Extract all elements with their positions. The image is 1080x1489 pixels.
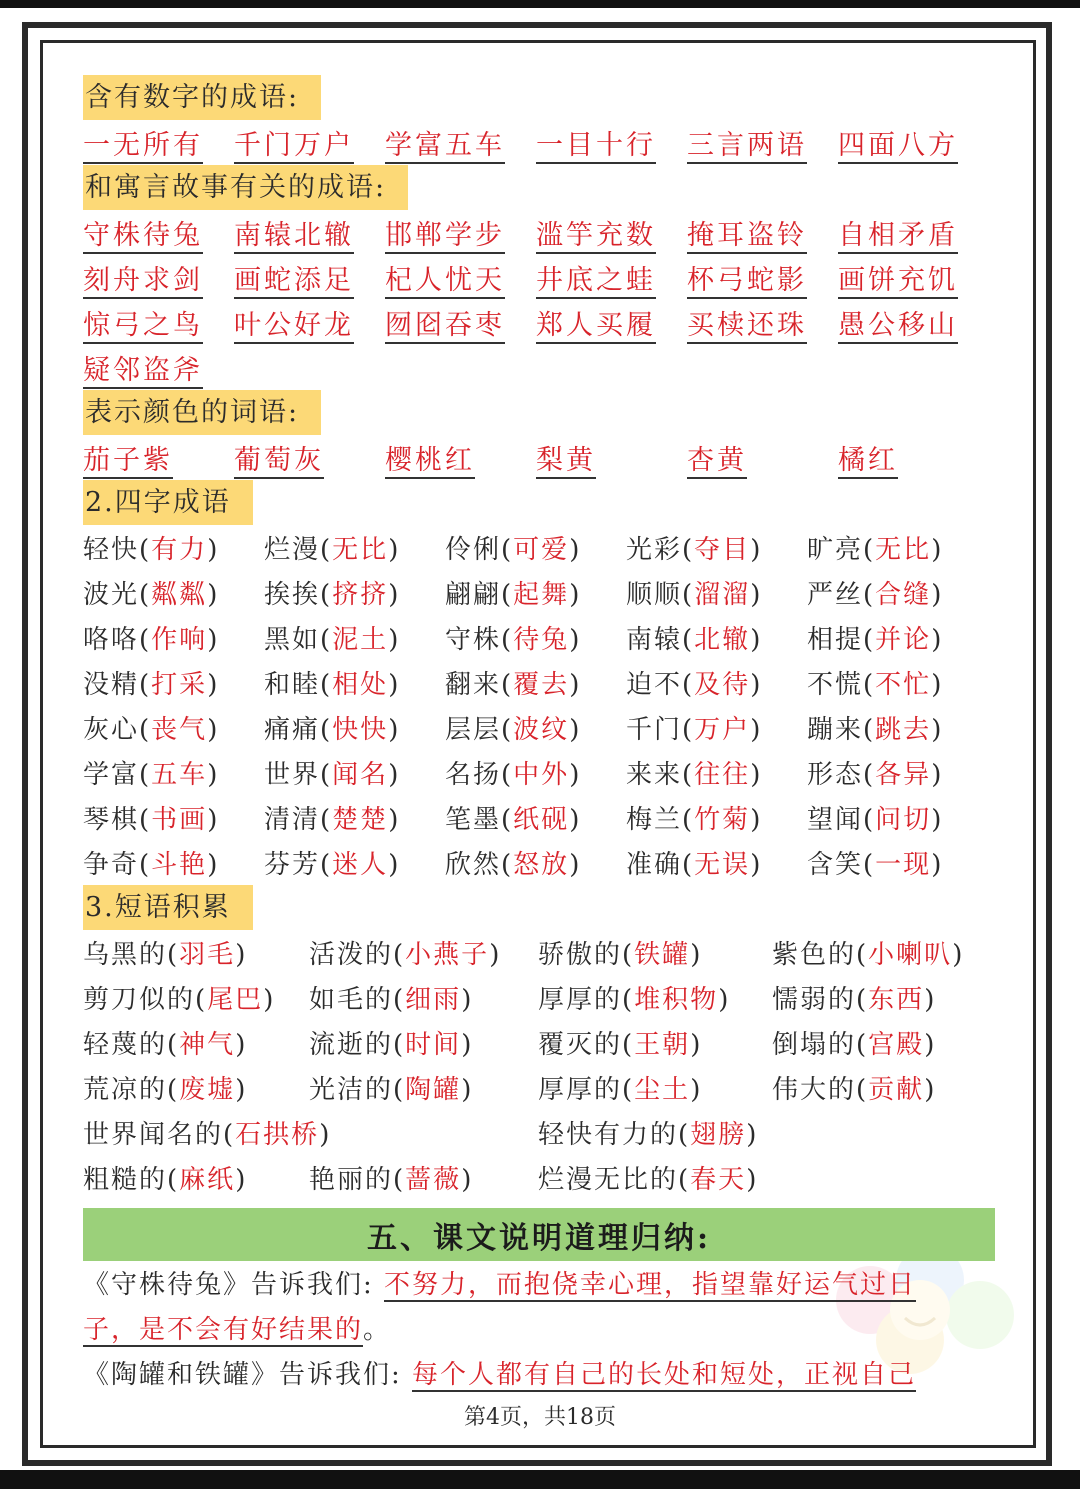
phrase-answer: 东西 — [868, 985, 925, 1015]
idiom-answer: 无误 — [694, 850, 751, 880]
fill-in-idiom: 名扬(中外) — [445, 760, 582, 790]
color-word: 葡萄灰 — [234, 445, 324, 479]
idiom: 郑人买履 — [536, 310, 656, 344]
fill-in-idiom: 没精(打采) — [83, 670, 220, 700]
fill-in-idiom: 咯咯(作响) — [83, 625, 220, 655]
idiom: 井底之蛙 — [536, 265, 656, 299]
idiom-answer: 怒放 — [513, 850, 570, 880]
fill-in-idiom: 梅兰(竹菊) — [626, 805, 763, 835]
idiom-answer: 挤挤 — [332, 580, 389, 610]
color-word: 茄子紫 — [83, 445, 173, 479]
phrase-answer: 宫殿 — [868, 1030, 925, 1060]
idiom-row — [83, 615, 995, 660]
fill-in-idiom: 迫不(及待) — [626, 670, 763, 700]
idiom-prefix: 迫不 — [626, 670, 683, 700]
phrase: 流逝的(时间) — [309, 1030, 474, 1060]
phrase: 艳丽的(蔷薇) — [309, 1165, 474, 1195]
phrase: 伟大的(贡献) — [772, 1075, 937, 1105]
idiom-row — [83, 795, 995, 840]
idiom-row — [83, 750, 995, 795]
idiom: 叶公好龙 — [234, 310, 354, 344]
idiom: 邯郸学步 — [385, 220, 505, 254]
fill-in-idiom: 翩翩(起舞) — [445, 580, 582, 610]
idiom: 学富五车 — [385, 130, 505, 164]
idiom-prefix: 和睦 — [264, 670, 321, 700]
phrase: 紫色的(小喇叭) — [772, 940, 965, 970]
idiom: 一无所有 — [83, 130, 203, 164]
idiom-prefix: 守株 — [445, 625, 502, 655]
fill-in-idiom: 翻来(覆去) — [445, 670, 582, 700]
idiom-prefix: 伶俐 — [445, 535, 502, 565]
idiom-prefix: 痛痛 — [264, 715, 321, 745]
fill-in-idiom: 不慌(不忙) — [807, 670, 944, 700]
fill-in-idiom: 黑如(泥土) — [264, 625, 401, 655]
phrase: 懦弱的(东西) — [772, 985, 937, 1015]
phrase-prefix: 厚厚的 — [538, 985, 623, 1015]
idiom-row — [83, 840, 995, 885]
phrase-answer: 蔷薇 — [405, 1165, 462, 1195]
fill-in-idiom: 灰心(丧气) — [83, 715, 220, 745]
idiom-prefix: 千门 — [626, 715, 683, 745]
idiom-answer: 北辙 — [694, 625, 751, 655]
phrase-prefix: 艳丽的 — [309, 1165, 394, 1195]
idiom-row — [83, 525, 995, 570]
idiom-row — [83, 345, 995, 390]
idiom: 千门万户 — [234, 130, 354, 164]
idiom-prefix: 准确 — [626, 850, 683, 880]
phrase-prefix: 如毛的 — [309, 985, 394, 1015]
fill-in-idiom: 来来(往往) — [626, 760, 763, 790]
idiom-row — [83, 300, 995, 345]
phrase-row — [83, 1110, 995, 1155]
color-word: 橘红 — [838, 445, 898, 479]
idiom-answer: 相处 — [332, 670, 389, 700]
phrase-row — [83, 1155, 995, 1200]
phrase-answer: 时间 — [405, 1030, 462, 1060]
idiom-row — [83, 255, 995, 300]
phrase-answer: 贡献 — [868, 1075, 925, 1105]
color-word: 杏黄 — [687, 445, 747, 479]
phrase-answer: 小喇叭 — [868, 940, 953, 970]
idiom: 画饼充饥 — [838, 265, 958, 299]
section-heading: 含有数字的成语: — [83, 75, 321, 120]
idiom-prefix: 烂漫 — [264, 535, 321, 565]
idiom-row — [83, 705, 995, 750]
phrase-answer: 铁罐 — [634, 940, 691, 970]
fill-in-idiom: 波光(粼粼) — [83, 580, 220, 610]
idiom-answer: 夺目 — [694, 535, 751, 565]
phrase: 活泼的(小燕子) — [309, 940, 502, 970]
fill-in-idiom: 含笑(一现) — [807, 850, 944, 880]
fill-in-idiom: 层层(波纹) — [445, 715, 582, 745]
phrase-answer: 陶罐 — [405, 1075, 462, 1105]
phrase-prefix: 厚厚的 — [538, 1075, 623, 1105]
section-four-char-idioms — [83, 480, 995, 885]
phrase-answer: 春天 — [690, 1165, 747, 1195]
phrase-prefix: 流逝的 — [309, 1030, 394, 1060]
idiom-prefix: 梅兰 — [626, 805, 683, 835]
idiom-answer: 打采 — [151, 670, 208, 700]
idiom-answer: 迷人 — [332, 850, 389, 880]
phrase-answer: 王朝 — [634, 1030, 691, 1060]
idiom: 杯弓蛇影 — [687, 265, 807, 299]
fill-in-idiom: 学富(五车) — [83, 760, 220, 790]
fill-in-idiom: 世界(闻名) — [264, 760, 401, 790]
idiom-prefix: 不慌 — [807, 670, 864, 700]
fill-in-idiom: 痛痛(快快) — [264, 715, 401, 745]
idiom-prefix: 没精 — [83, 670, 140, 700]
idiom-answer: 纸砚 — [513, 805, 570, 835]
phrase: 剪刀似的(尾巴) — [83, 985, 276, 1015]
fill-in-idiom: 笔墨(纸砚) — [445, 805, 582, 835]
idiom-prefix: 世界 — [264, 760, 321, 790]
fill-in-idiom: 准确(无误) — [626, 850, 763, 880]
idiom-prefix: 笔墨 — [445, 805, 502, 835]
phrase: 倒塌的(宫殿) — [772, 1030, 937, 1060]
fill-in-idiom: 千门(万户) — [626, 715, 763, 745]
phrase: 轻蔑的(神气) — [83, 1030, 248, 1060]
phrase-prefix: 光洁的 — [309, 1075, 394, 1105]
idiom-answer: 有力 — [151, 535, 208, 565]
fill-in-idiom: 争奇(斗艳) — [83, 850, 220, 880]
idiom-answer: 无比 — [875, 535, 932, 565]
idiom-answer: 起舞 — [513, 580, 570, 610]
page-number: 第4页，共18页 — [464, 1405, 616, 1430]
phrase: 厚厚的(堆积物) — [538, 985, 731, 1015]
idiom-prefix: 相提 — [807, 625, 864, 655]
phrase-answer: 麻纸 — [179, 1165, 236, 1195]
lesson-text: 不努力，而抱侥幸心理，指望靠好运气过日 — [384, 1270, 917, 1300]
phrase: 骄傲的(铁罐) — [538, 940, 703, 970]
phrase-answer: 羽毛 — [179, 940, 236, 970]
idiom-answer: 作响 — [151, 625, 208, 655]
phrase-answer: 神气 — [179, 1030, 236, 1060]
section-phrases — [83, 885, 995, 1200]
section-heading: 2.四字成语 — [83, 480, 253, 525]
idiom-prefix: 严丝 — [807, 580, 864, 610]
fill-in-idiom: 烂漫(无比) — [264, 535, 401, 565]
idiom-prefix: 轻快 — [83, 535, 140, 565]
fill-in-idiom: 清清(楚楚) — [264, 805, 401, 835]
idiom-answer: 泥土 — [332, 625, 389, 655]
idiom-row — [83, 120, 995, 165]
idiom-answer: 及待 — [694, 670, 751, 700]
idiom-prefix: 欣然 — [445, 850, 502, 880]
phrase-prefix: 懦弱的 — [772, 985, 857, 1015]
lesson-text: 子，是不会有好结果的 — [83, 1315, 364, 1345]
idiom-prefix: 顺顺 — [626, 580, 683, 610]
idiom-prefix: 学富 — [83, 760, 140, 790]
phrase-prefix: 覆灭的 — [538, 1030, 623, 1060]
idiom: 惊弓之鸟 — [83, 310, 203, 344]
phrase-row — [83, 1065, 995, 1110]
idiom-answer: 并论 — [875, 625, 932, 655]
idiom: 掩耳盗铃 — [687, 220, 807, 254]
section-number-idioms — [83, 75, 995, 165]
bottom-edge — [0, 1470, 1080, 1489]
idiom-prefix: 蹦来 — [807, 715, 864, 745]
lesson-title: 《守株待兔》告诉我们: — [83, 1270, 374, 1300]
phrase: 荒凉的(废墟) — [83, 1075, 248, 1105]
fill-in-idiom: 和睦(相处) — [264, 670, 401, 700]
idiom-answer: 溜溜 — [694, 580, 751, 610]
idiom-prefix: 芬芳 — [264, 850, 321, 880]
phrase-prefix: 荒凉的 — [83, 1075, 168, 1105]
idiom: 守株待兔 — [83, 220, 203, 254]
phrase-prefix: 世界闻名的 — [83, 1120, 224, 1150]
idiom-answer: 书画 — [151, 805, 208, 835]
idiom-answer: 波纹 — [513, 715, 570, 745]
phrase-row — [83, 975, 995, 1020]
lessons-heading: 五、课文说明道理归纳: — [83, 1208, 995, 1261]
phrase-prefix: 紫色的 — [772, 940, 857, 970]
phrase-prefix: 伟大的 — [772, 1075, 857, 1105]
phrase-answer: 尾巴 — [207, 985, 264, 1015]
phrase: 厚厚的(尘土) — [538, 1075, 703, 1105]
section-color-words — [83, 390, 995, 480]
fill-in-idiom: 旷亮(无比) — [807, 535, 944, 565]
phrase-answer: 尘土 — [634, 1075, 691, 1105]
phrase: 乌黑的(羽毛) — [83, 940, 248, 970]
lesson-paragraph — [83, 1353, 995, 1398]
idiom-prefix: 翻来 — [445, 670, 502, 700]
idiom-answer: 闻名 — [332, 760, 389, 790]
idiom-prefix: 挨挨 — [264, 580, 321, 610]
phrase-answer: 细雨 — [405, 985, 462, 1015]
idiom-answer: 万户 — [694, 715, 751, 745]
idiom-answer: 竹菊 — [694, 805, 751, 835]
phrase-row — [83, 1020, 995, 1065]
phrase-row — [83, 930, 995, 975]
idiom: 一目十行 — [536, 130, 656, 164]
idiom-prefix: 光彩 — [626, 535, 683, 565]
phrase-prefix: 乌黑的 — [83, 940, 168, 970]
color-row — [83, 435, 995, 480]
idiom-answer: 跳去 — [875, 715, 932, 745]
idiom: 刻舟求剑 — [83, 265, 203, 299]
phrase-prefix: 剪刀似的 — [83, 985, 196, 1015]
idiom-prefix: 来来 — [626, 760, 683, 790]
idiom-answer: 五车 — [151, 760, 208, 790]
fill-in-idiom: 蹦来(跳去) — [807, 715, 944, 745]
idiom-row — [83, 210, 995, 255]
idiom-answer: 快快 — [332, 715, 389, 745]
idiom-prefix: 争奇 — [83, 850, 140, 880]
idiom: 愚公移山 — [838, 310, 958, 344]
idiom-answer: 待兔 — [513, 625, 570, 655]
idiom-prefix: 名扬 — [445, 760, 502, 790]
phrase-answer: 小燕子 — [405, 940, 490, 970]
idiom-answer: 无比 — [332, 535, 389, 565]
fill-in-idiom: 轻快(有力) — [83, 535, 220, 565]
idiom-prefix: 层层 — [445, 715, 502, 745]
phrase-prefix: 轻快有力的 — [538, 1120, 679, 1150]
phrase-prefix: 骄傲的 — [538, 940, 623, 970]
idiom: 疑邻盗斧 — [83, 355, 203, 389]
section-heading: 和寓言故事有关的成语: — [83, 165, 408, 210]
fill-in-idiom: 琴棋(书画) — [83, 805, 220, 835]
fill-in-idiom: 欣然(怒放) — [445, 850, 582, 880]
color-word: 樱桃红 — [385, 445, 475, 479]
phrase-answer: 堆积物 — [634, 985, 719, 1015]
fill-in-idiom: 芬芳(迷人) — [264, 850, 401, 880]
section-heading: 表示颜色的词语: — [83, 390, 321, 435]
idiom-answer: 不忙 — [875, 670, 932, 700]
idiom-row — [83, 660, 995, 705]
phrase: 轻快有力的(翅膀) — [538, 1120, 759, 1150]
phrase: 光洁的(陶罐) — [309, 1075, 474, 1105]
idiom: 滥竽充数 — [536, 220, 656, 254]
fill-in-idiom: 光彩(夺目) — [626, 535, 763, 565]
phrase: 世界闻名的(石拱桥) — [83, 1120, 332, 1150]
idiom-answer: 丧气 — [151, 715, 208, 745]
phrase-prefix: 活泼的 — [309, 940, 394, 970]
phrase-prefix: 粗糙的 — [83, 1165, 168, 1195]
idiom: 自相矛盾 — [838, 220, 958, 254]
idiom-answer: 楚楚 — [332, 805, 389, 835]
idiom: 南辕北辙 — [234, 220, 354, 254]
idiom-prefix: 南辕 — [626, 625, 683, 655]
top-edge — [0, 0, 1080, 8]
content — [83, 75, 995, 1398]
phrase: 覆灭的(王朝) — [538, 1030, 703, 1060]
lesson-title: 《陶罐和铁罐》告诉我们: — [83, 1360, 402, 1390]
section-heading: 3.短语积累 — [83, 885, 253, 930]
idiom-prefix: 清清 — [264, 805, 321, 835]
idiom-prefix: 形态 — [807, 760, 864, 790]
idiom-answer: 可爱 — [513, 535, 570, 565]
idiom: 杞人忧天 — [385, 265, 505, 299]
idiom-prefix: 波光 — [83, 580, 140, 610]
fill-in-idiom: 严丝(合缝) — [807, 580, 944, 610]
fill-in-idiom: 望闻(问切) — [807, 805, 944, 835]
phrase: 粗糙的(麻纸) — [83, 1165, 248, 1195]
idiom: 囫囵吞枣 — [385, 310, 505, 344]
idiom-answer: 覆去 — [513, 670, 570, 700]
idiom-answer: 斗艳 — [151, 850, 208, 880]
idiom-prefix: 黑如 — [264, 625, 321, 655]
idiom-answer: 一现 — [875, 850, 932, 880]
fill-in-idiom: 南辕(北辙) — [626, 625, 763, 655]
lesson-paragraph — [83, 1263, 995, 1353]
idiom-answer: 中外 — [513, 760, 570, 790]
fill-in-idiom: 守株(待兔) — [445, 625, 582, 655]
idiom-answer: 合缝 — [875, 580, 932, 610]
idiom-answer: 粼粼 — [151, 580, 208, 610]
phrase-answer: 翅膀 — [690, 1120, 747, 1150]
idiom-row — [83, 570, 995, 615]
idiom-prefix: 旷亮 — [807, 535, 864, 565]
color-word: 梨黄 — [536, 445, 596, 479]
idiom: 四面八方 — [838, 130, 958, 164]
fill-in-idiom: 形态(各异) — [807, 760, 944, 790]
fill-in-idiom: 挨挨(挤挤) — [264, 580, 401, 610]
section-fable-idioms — [83, 165, 995, 390]
idiom-prefix: 含笑 — [807, 850, 864, 880]
phrase-prefix: 烂漫无比的 — [538, 1165, 679, 1195]
lesson-end: 。 — [363, 1315, 392, 1345]
idiom-prefix: 琴棋 — [83, 805, 140, 835]
phrase-prefix: 轻蔑的 — [83, 1030, 168, 1060]
idiom-prefix: 翩翩 — [445, 580, 502, 610]
idiom-answer: 往往 — [694, 760, 751, 790]
fill-in-idiom: 相提(并论) — [807, 625, 944, 655]
idiom-answer: 各异 — [875, 760, 932, 790]
lesson-text: 每个人都有自己的长处和短处，正视自己 — [412, 1360, 917, 1390]
idiom-prefix: 望闻 — [807, 805, 864, 835]
phrase-prefix: 倒塌的 — [772, 1030, 857, 1060]
idiom-answer: 问切 — [875, 805, 932, 835]
fill-in-idiom: 顺顺(溜溜) — [626, 580, 763, 610]
phrase: 如毛的(细雨) — [309, 985, 474, 1015]
idiom: 三言两语 — [687, 130, 807, 164]
phrase-answer: 石拱桥 — [235, 1120, 320, 1150]
fill-in-idiom: 伶俐(可爱) — [445, 535, 582, 565]
phrase-answer: 废墟 — [179, 1075, 236, 1105]
idiom-prefix: 灰心 — [83, 715, 140, 745]
idiom: 买椟还珠 — [687, 310, 807, 344]
idiom: 画蛇添足 — [234, 265, 354, 299]
idiom-prefix: 咯咯 — [83, 625, 140, 655]
phrase: 烂漫无比的(春天) — [538, 1165, 759, 1195]
